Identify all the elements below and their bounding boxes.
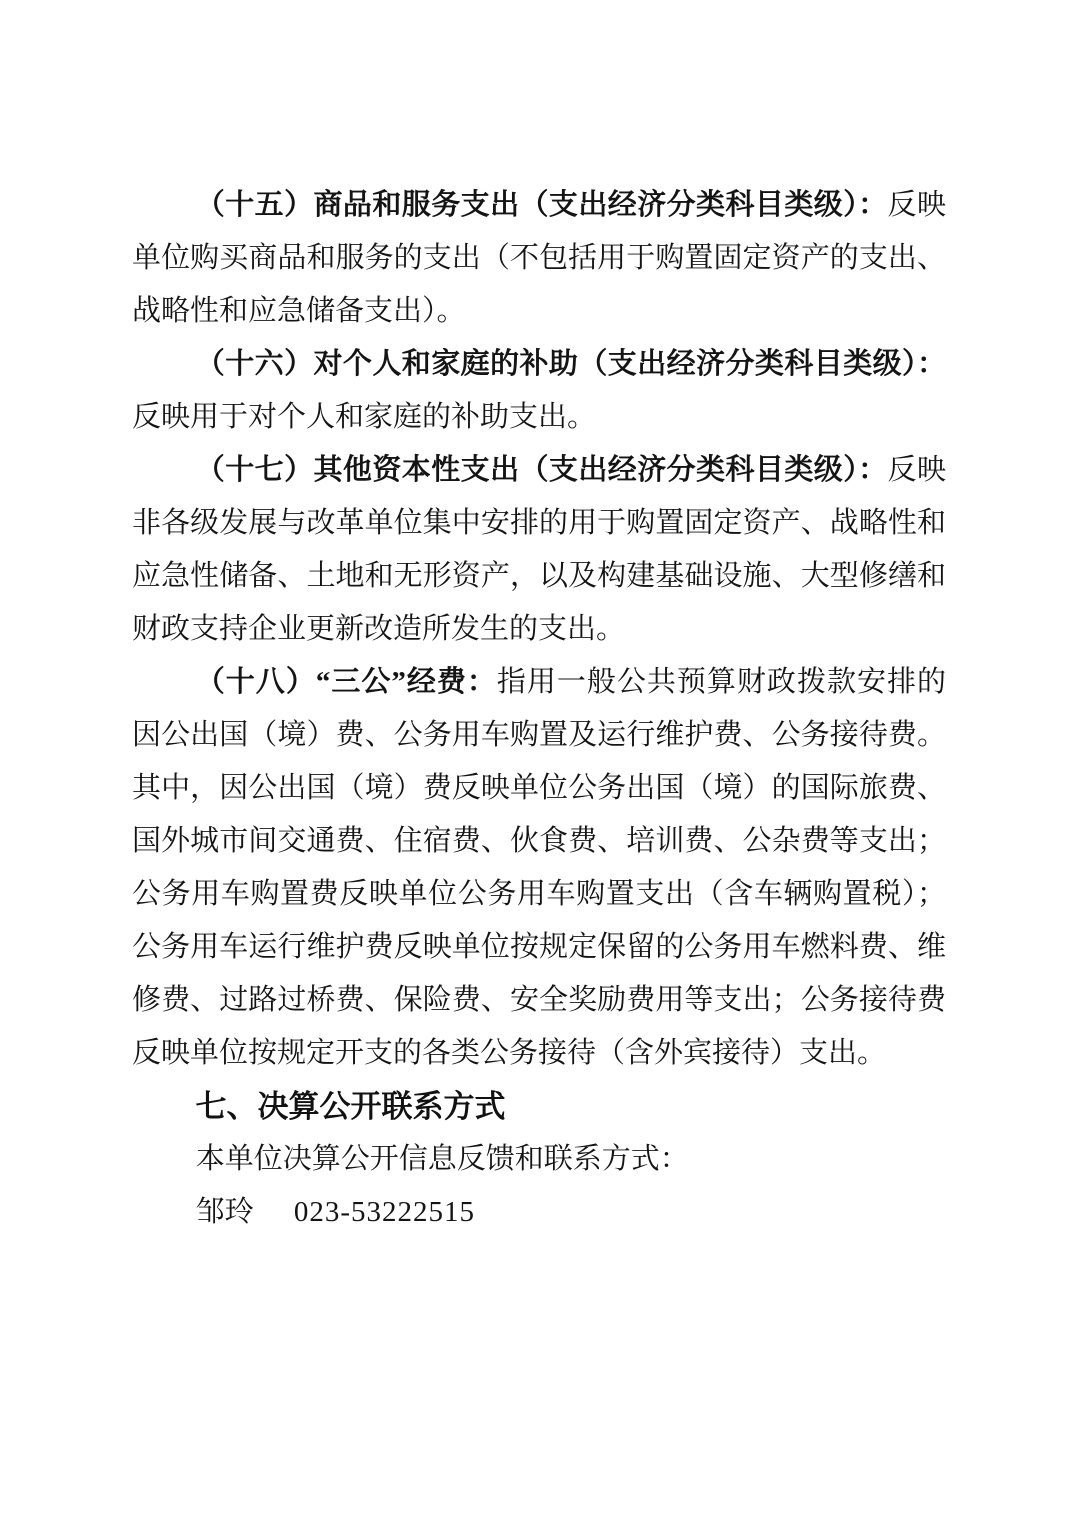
- paragraph-item-18: [132, 656, 946, 1080]
- paragraph-body-15: 反映单位购买商品和服务的支出（不包括用于购置固定资产的支出、战略性和应急储备支出）。: [132, 189, 946, 327]
- document-content: [132, 179, 946, 1239]
- section-heading-contact: 七、决算公开联系方式: [195, 1089, 506, 1124]
- contact-phone: 023-53222515: [293, 1196, 475, 1228]
- contact-name: 邹玲: [195, 1196, 254, 1228]
- paragraph-body-17: 反映非各级发展与改革单位集中安排的用于购置固定资产、战略性和应急性储备、土地和无形资产，以及构建基础设施、大型修缮和财政支持企业更新改造所发生的支出。: [132, 454, 946, 645]
- paragraph-item-15: [132, 179, 946, 338]
- paragraph-body-18: 指用一般公共预算财政拨款安排的因公出国（境）费、公务用车购置及运行维护费、公务接待费。其中，因公出国（境）费反映单位公务出国（境）的国际旅费、国外城市间交通费、住宿费、伙食费、培训费、公杂费等支出；公务用车购置费反映单位公务用车购置支出（含车辆购置税）；公务用车运行维护费反映单位按规定保留的公务用车燃料费、维修费、过路过桥费、保险费、安全奖励费用等支出；公务接待费反映单位按规定开支的各类公务接待（含外宾接待）支出。: [132, 666, 946, 1069]
- paragraph-lead-15: （十五）商品和服务支出（支出经济分类科目类级）：: [195, 189, 888, 221]
- contact-intro-line: 本单位决算公开信息反馈和联系方式：: [195, 1143, 689, 1175]
- paragraph-lead-17: （十七）其他资本性支出（支出经济分类科目类级）：: [195, 454, 888, 486]
- paragraph-item-16: [132, 338, 946, 444]
- paragraph-lead-16: （十六）对个人和家庭的补助（支出经济分类科目类级）：: [195, 348, 946, 380]
- paragraph-item-17: [132, 444, 946, 656]
- contact-row: [132, 1186, 946, 1239]
- paragraph-body-16: 反映用于对个人和家庭的补助支出。: [132, 401, 597, 433]
- paragraph-lead-18: （十八）“三公”经费：: [195, 666, 497, 698]
